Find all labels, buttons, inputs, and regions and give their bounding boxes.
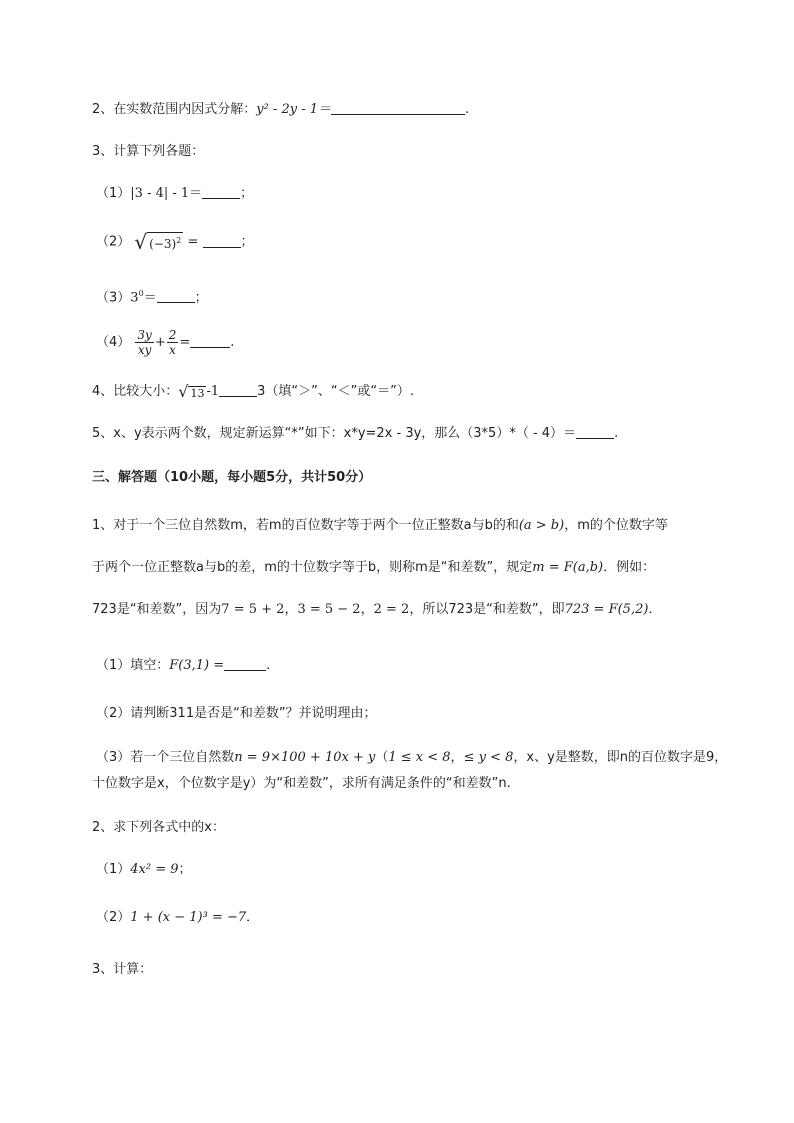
equals: ＝: [143, 290, 157, 306]
q5-end: .: [614, 426, 619, 441]
q5-prefix: 5、x、y表示两个数，规定新运算“*”如下：x*y=2x - 3y，那么（3*5）*（ - 4）＝: [92, 426, 577, 441]
sqrt-symbol: √ $(-3)^2$: [134, 230, 182, 254]
q3-part2: [96, 232, 254, 253]
sqrt-symbol: √ 13: [178, 381, 205, 401]
q3-p3-end: ；: [194, 290, 208, 306]
base: 3: [130, 290, 139, 306]
q4-prefix: 4、比较大小：: [92, 384, 179, 399]
fraction: $\frac{3y}{xy}$: [137, 328, 152, 357]
p1-line3: 723是“和差数”，因为7 = 5 + 2，3 = 5 − 2，2 = 2，所以723是“和差数”，即723 = F(5,2)．: [92, 602, 662, 617]
exponent: 0: [138, 289, 144, 298]
q2-expr: y² - 2y - 1＝: [256, 102, 332, 117]
answer-blank[interactable]: [203, 233, 241, 248]
q3-part4: [96, 328, 234, 358]
plus: +: [154, 335, 166, 350]
q3-p2-end: ；: [240, 234, 254, 250]
p1-sub1: （1）填空：F(3,1) = .: [96, 658, 271, 673]
answer-blank[interactable]: [219, 382, 257, 397]
p2-title: 2、求下列各式中的x：: [92, 820, 225, 835]
q3-p4-end: .: [230, 335, 235, 350]
q5-line: [92, 424, 618, 444]
q4-line: [92, 382, 414, 402]
p2-sub2: （2）1 + (x − 1)³ = −7．: [96, 910, 260, 925]
answer-blank[interactable]: [202, 184, 240, 199]
p1-sub3-line2: 十位数字是x，个位数字是y）为“和差数”，求所有满足条件的“和差数”n.: [92, 776, 511, 791]
q3-part1: [96, 184, 253, 204]
section-title: 三、解答题（10小题，每小题5分，共计50分）: [92, 470, 372, 485]
p1-sub3-line1: （3）若一个三位自然数n = 9×100 + 10x + y（1 ≤ x < 8，≤ y < 8，x、y是整数，即n的百位数字是9，: [96, 750, 728, 765]
equals: =: [179, 335, 191, 350]
exponent: 2: [176, 236, 182, 245]
part-label: （1）: [96, 186, 131, 201]
answer-blank[interactable]: [157, 288, 195, 303]
q2-line: [92, 100, 469, 120]
q4-mid: 3（填“＞”、“＜”或“＝”）.: [257, 384, 414, 399]
fraction: $\frac{2}{x}$: [168, 328, 177, 357]
q3-title: 3、计算下列各题：: [92, 144, 205, 159]
part-label: （2）: [96, 234, 131, 250]
p1-line1: 1、对于一个三位自然数m，若m的百位数字等于两个一位正整数a与b的和(a > b)，m的个位数字等: [92, 518, 668, 533]
p1-sub2: （2）请判断311是否是“和差数”？并说明理由；: [96, 706, 377, 721]
answer-blank[interactable]: [576, 424, 614, 439]
part-label: （4）: [96, 335, 131, 350]
equals: =: [183, 234, 203, 250]
q3-part3: [96, 284, 208, 308]
q2-end: .: [465, 102, 470, 117]
q4-minus: -1: [206, 384, 220, 399]
answer-blank[interactable]: [331, 100, 465, 115]
q3-p1-expr: |3 - 4| - 1＝: [130, 186, 203, 201]
p1-line2: 于两个一位正整数a与b的差，m的十位数字等于b，则称m是“和差数”，规定m = F(a,b)．例如：: [92, 560, 656, 575]
p2-sub1: （1）4x² = 9；: [96, 862, 192, 877]
answer-blank[interactable]: [190, 333, 230, 348]
radicand: (−3): [149, 237, 177, 251]
part-label: （3）: [96, 290, 131, 306]
q3-p1-end: ；: [240, 186, 254, 201]
answer-blank[interactable]: [224, 656, 266, 671]
p3-title: 3、计算：: [92, 962, 153, 977]
q2-prefix: 2、在实数范围内因式分解：: [92, 102, 257, 117]
